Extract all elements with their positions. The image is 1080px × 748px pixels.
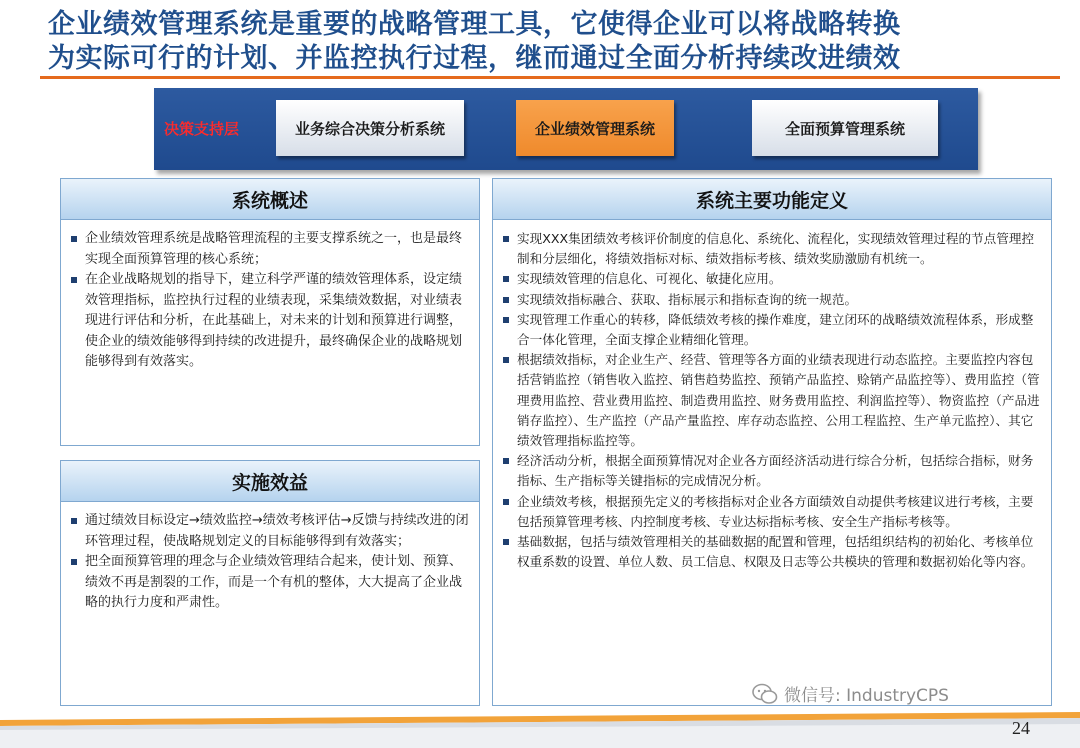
list-item: 在企业战略规划的指导下，建立科学严谨的绩效管理体系，设定绩效管理指标，监控执行过程的业绩表现，采集绩效数据，对业绩表现进行评估和分析，在此基础上，对未来的计划和预算进行调整，使企业的绩效能够得到持续的改进提升，最终确保企业的战略规划能够得到有效落实。 <box>85 270 469 373</box>
bi-analysis-system-button[interactable]: 业务综合决策分析系统 <box>276 100 464 156</box>
list-item: 通过绩效目标设定→绩效监控→绩效考核评估→反馈与持续改进的闭环管理过程，使战略规划定义的目标能够得到有效落实； <box>85 511 469 552</box>
wechat-icon <box>752 683 778 705</box>
performance-mgmt-system-button[interactable]: 企业绩效管理系统 <box>516 100 674 156</box>
list-item: 实现管理工作重心的转移，降低绩效考核的操作难度，建立闭环的战略绩效流程体系，形成整合一体化管理，全面支撑企业精细化管理。 <box>517 310 1041 350</box>
functions-list <box>493 220 1051 572</box>
slide-title <box>48 8 1048 76</box>
list-item: 实现XXX集团绩效考核评价制度的信息化、系统化、流程化，实现绩效管理过程的节点管理控制和分层细化，将绩效指标对标、绩效指标考核、绩效奖励激励有机统一。 <box>517 229 1041 269</box>
list-item: 实现绩效指标融合、获取、指标展示和指标查询的统一规范。 <box>517 290 1041 310</box>
benefits-heading: 实施效益 <box>61 461 479 502</box>
title-divider <box>40 76 1060 79</box>
list-item: 根据绩效指标，对企业生产、经营、管理等各方面的业绩表现进行动态监控。主要监控内容包括营销监控（销售收入监控、销售趋势监控、预销产品监控、赊销产品监控等）、费用监控（管理费用监控、营业费用监控、制造费用监控、财务费用监控、利润监控等）、物资监控（产品进销存监控）、生产监控（产品产量监控、库存动态监控、公用工程监控、生产单元监控）、其它绩效管理指标监控等。 <box>517 350 1041 451</box>
budget-mgmt-system-button[interactable]: 全面预算管理系统 <box>752 100 938 156</box>
list-item: 企业绩效考核，根据预先定义的考核指标对企业各方面绩效自动提供考核建议进行考核，主要包括预算管理考核、内控制度考核、专业达标指标考核、安全生产指标考核等。 <box>517 492 1041 532</box>
watermark-text: 微信号: IndustryCPS <box>784 686 949 706</box>
benefits-panel <box>60 460 480 706</box>
list-item: 把全面预算管理的理念与企业绩效管理结合起来，使计划、预算、绩效不再是割裂的工作，而是一个有机的整体，大大提高了企业战略的执行力度和严肃性。 <box>85 552 469 614</box>
overview-panel <box>60 178 480 446</box>
list-item: 基础数据，包括与绩效管理相关的基础数据的配置和管理，包括组织结构的初始化、考核单位权重系数的设置、单位人数、员工信息、权限及日志等公共模块的管理和数据初始化等内容。 <box>517 532 1041 572</box>
benefits-list <box>61 502 479 614</box>
banner-label: 决策支持层 <box>164 120 240 138</box>
footer-decoration <box>0 710 1080 748</box>
functions-heading: 系统主要功能定义 <box>493 179 1051 220</box>
wechat-watermark <box>752 681 949 706</box>
decision-support-banner <box>154 88 978 170</box>
list-item: 经济活动分析，根据全面预算情况对企业各方面经济活动进行综合分析，包括综合指标，财务指标、生产指标等关键指标的完成情况分析。 <box>517 451 1041 491</box>
slide-title-line2: 为实际可行的计划、并监控执行过程，继而通过全面分析持续改进绩效 <box>48 43 901 74</box>
overview-list <box>61 220 479 373</box>
page-number: 24 <box>1012 718 1030 738</box>
functions-panel <box>492 178 1052 706</box>
list-item: 企业绩效管理系统是战略管理流程的主要支撑系统之一，也是最终实现全面预算管理的核心系统； <box>85 229 469 270</box>
overview-heading: 系统概述 <box>61 179 479 220</box>
slide-title-line1: 企业绩效管理系统是重要的战略管理工具，它使得企业可以将战略转换 <box>48 9 901 40</box>
list-item: 实现绩效管理的信息化、可视化、敏捷化应用。 <box>517 269 1041 289</box>
